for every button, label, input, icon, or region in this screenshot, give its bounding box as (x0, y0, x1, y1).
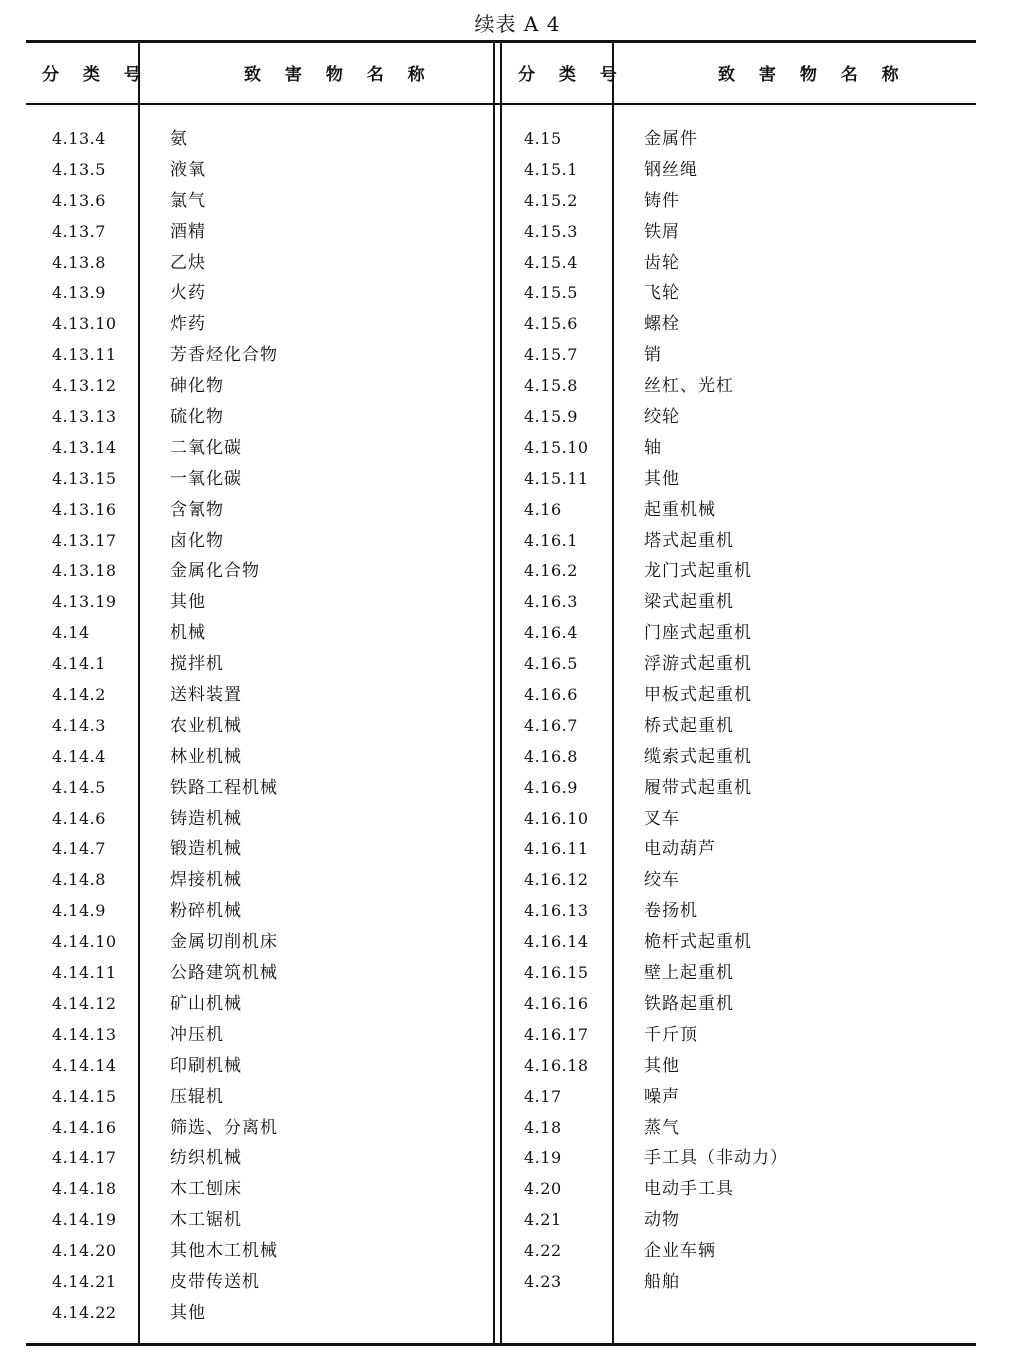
category-code: 4.15 (524, 129, 562, 148)
category-code: 4.14.17 (52, 1148, 117, 1168)
hazard-name: 梁式起重机 (644, 592, 734, 613)
hazard-name: 其他 (170, 592, 206, 613)
hazard-name: 压辊机 (170, 1086, 224, 1107)
hazard-name: 印刷机械 (170, 1055, 242, 1076)
hazard-name: 木工刨床 (170, 1179, 242, 1200)
category-code: 4.16.13 (524, 901, 589, 921)
hazard-name: 皮带传送机 (170, 1271, 260, 1292)
category-code: 4.14.18 (52, 1179, 117, 1199)
hazard-name: 其他 (644, 1055, 680, 1076)
category-code: 4.16.15 (524, 963, 589, 983)
hazard-name: 机械 (170, 623, 206, 644)
category-code: 4.14.11 (52, 963, 117, 983)
category-code: 4.16.10 (524, 808, 589, 828)
category-code: 4.15.7 (524, 345, 578, 365)
hazard-name: 铸件 (644, 190, 680, 211)
category-code: 4.13.7 (52, 221, 106, 241)
category-code: 4.14.19 (52, 1210, 117, 1230)
category-code: 4.14.21 (52, 1271, 117, 1291)
hazard-name: 金属化合物 (170, 561, 260, 582)
category-code: 4.14.1 (52, 654, 106, 674)
category-code: 4.14.14 (52, 1055, 117, 1075)
hazard-name: 手工具（非动力） (644, 1148, 788, 1169)
category-code: 4.14.16 (52, 1117, 117, 1137)
hazard-name: 火药 (170, 283, 206, 304)
hazard-name: 千斤顶 (644, 1024, 698, 1045)
category-code: 4.13.8 (52, 252, 106, 272)
hazard-name: 浮游式起重机 (644, 654, 752, 675)
hazard-name: 冲压机 (170, 1024, 224, 1045)
category-code: 4.16.2 (524, 561, 578, 581)
category-code: 4.14 (52, 623, 90, 643)
hazard-name: 砷化物 (170, 376, 224, 397)
hazard-name: 筛选、分离机 (170, 1117, 278, 1138)
hazard-name: 酒精 (170, 221, 206, 242)
left-code-column (52, 124, 138, 1329)
hazard-name: 农业机械 (170, 715, 242, 736)
category-code: 4.13.4 (52, 129, 106, 148)
header-code-left: 分 类 号 (42, 65, 150, 85)
category-code: 4.16.9 (524, 777, 578, 797)
category-code: 4.20 (524, 1179, 562, 1199)
category-code: 4.15.11 (524, 468, 589, 488)
category-code: 4.16.6 (524, 685, 578, 705)
hazard-name: 噪声 (644, 1086, 680, 1107)
category-code: 4.14.9 (52, 901, 106, 921)
hazard-name: 丝杠、光杠 (644, 376, 734, 397)
hazard-name: 金属切削机床 (170, 932, 278, 953)
category-code: 4.16.18 (524, 1055, 589, 1075)
hazard-name: 硫化物 (170, 407, 224, 428)
hazard-name: 炸药 (170, 314, 206, 335)
category-code: 4.14.3 (52, 715, 106, 735)
hazard-name: 氯气 (170, 190, 206, 211)
header-name-right: 致 害 物 名 称 (718, 65, 908, 85)
hazard-name: 其他木工机械 (170, 1241, 278, 1262)
hazard-name: 卷扬机 (644, 901, 698, 922)
category-code: 4.13.12 (52, 376, 117, 396)
category-code: 4.16.14 (524, 932, 589, 952)
hazard-name: 蒸气 (644, 1117, 680, 1138)
hazard-name: 塔式起重机 (644, 530, 734, 551)
category-code: 4.13.16 (52, 499, 117, 519)
category-code: 4.14.22 (52, 1302, 117, 1322)
category-code: 4.14.8 (52, 870, 106, 890)
category-code: 4.14.15 (52, 1086, 117, 1106)
middle-double-rule-left (493, 42, 495, 1344)
page-title: 续表 A 4 (474, 12, 561, 36)
category-code: 4.13.18 (52, 561, 117, 581)
hazard-name: 缆索式起重机 (644, 746, 752, 767)
category-code: 4.14.2 (52, 685, 106, 705)
hazard-name: 其他 (170, 1302, 206, 1323)
category-code: 4.14.5 (52, 777, 106, 797)
category-code: 4.15.2 (524, 190, 578, 210)
category-code: 4.16.3 (524, 592, 578, 612)
hazard-name: 履带式起重机 (644, 777, 752, 798)
hazard-name: 一氧化碳 (170, 468, 242, 489)
hazard-name: 含氰物 (170, 499, 224, 520)
category-code: 4.15.9 (524, 407, 578, 427)
hazard-name: 门座式起重机 (644, 623, 752, 644)
hazard-name: 齿轮 (644, 252, 680, 273)
category-code: 4.16.7 (524, 715, 578, 735)
hazard-name: 液氧 (170, 159, 206, 180)
category-code: 4.14.4 (52, 746, 106, 766)
category-code: 4.16.8 (524, 746, 578, 766)
category-code: 4.23 (524, 1271, 562, 1291)
hazard-name: 纺织机械 (170, 1148, 242, 1169)
category-code: 4.16.17 (524, 1024, 589, 1044)
hazard-name: 铸造机械 (170, 808, 242, 829)
hazard-name: 桥式起重机 (644, 715, 734, 736)
hazard-name: 销 (644, 345, 662, 366)
hazard-name: 铁路起重机 (644, 993, 734, 1014)
category-code: 4.15.1 (524, 159, 578, 179)
category-code: 4.16.11 (524, 839, 589, 859)
category-code: 4.13.14 (52, 437, 117, 457)
left-name-column (170, 124, 490, 1329)
category-code: 4.14.6 (52, 808, 106, 828)
category-code: 4.15.5 (524, 283, 578, 303)
category-code: 4.14.13 (52, 1024, 117, 1044)
category-code: 4.14.12 (52, 993, 117, 1013)
hazard-name: 飞轮 (644, 283, 680, 304)
category-code: 4.13.10 (52, 314, 117, 334)
category-code: 4.13.17 (52, 530, 117, 550)
hazard-name: 氨 (170, 129, 188, 149)
category-code: 4.13.11 (52, 345, 117, 365)
hazard-name: 二氧化碳 (170, 437, 242, 458)
hazard-name: 公路建筑机械 (170, 963, 278, 984)
category-code: 4.13.13 (52, 407, 117, 427)
category-code: 4.13.5 (52, 159, 106, 179)
category-code: 4.15.6 (524, 314, 578, 334)
right-name-column (644, 124, 974, 1298)
category-code: 4.13.15 (52, 468, 117, 488)
middle-double-rule-right (500, 42, 502, 1344)
category-code: 4.13.9 (52, 283, 106, 303)
hazard-name: 企业车辆 (644, 1241, 716, 1262)
hazard-name: 粉碎机械 (170, 901, 242, 922)
hazard-name: 桅杆式起重机 (644, 932, 752, 953)
hazard-name: 壁上起重机 (644, 963, 734, 984)
right-column-separator (612, 42, 614, 1344)
hazard-name: 电动手工具 (644, 1179, 734, 1200)
category-code: 4.16 (524, 499, 562, 519)
hazard-name: 木工锯机 (170, 1210, 242, 1231)
category-code: 4.16.1 (524, 530, 578, 550)
hazard-name: 钢丝绳 (644, 159, 698, 180)
hazard-name: 叉车 (644, 808, 680, 829)
hazard-name: 卤化物 (170, 530, 224, 551)
hazard-name: 螺栓 (644, 314, 680, 335)
category-code: 4.18 (524, 1117, 562, 1137)
category-code: 4.15.3 (524, 221, 578, 241)
category-code: 4.15.8 (524, 376, 578, 396)
hazard-name: 矿山机械 (170, 993, 242, 1014)
category-code: 4.16.4 (524, 623, 578, 643)
category-code: 4.19 (524, 1148, 562, 1168)
header-code-right: 分 类 号 (518, 65, 626, 85)
category-code: 4.14.7 (52, 839, 106, 859)
category-code: 4.21 (524, 1210, 562, 1230)
hazard-name: 绞车 (644, 870, 680, 891)
hazard-name: 轴 (644, 437, 662, 458)
hazard-name: 铁路工程机械 (170, 777, 278, 798)
hazard-name: 电动葫芦 (644, 839, 716, 860)
hazard-name: 甲板式起重机 (644, 685, 752, 706)
hazard-name: 动物 (644, 1210, 680, 1231)
category-code: 4.16.5 (524, 654, 578, 674)
category-code: 4.15.4 (524, 252, 578, 272)
header-name-left: 致 害 物 名 称 (244, 65, 434, 85)
hazard-name: 焊接机械 (170, 870, 242, 891)
category-code: 4.22 (524, 1241, 562, 1261)
category-code: 4.16.12 (524, 870, 589, 890)
category-code: 4.14.10 (52, 932, 117, 952)
hazard-name: 绞轮 (644, 407, 680, 428)
hazard-name: 林业机械 (170, 746, 242, 767)
hazard-name: 锻造机械 (170, 839, 242, 860)
category-code: 4.13.6 (52, 190, 106, 210)
hazard-name: 搅拌机 (170, 654, 224, 675)
category-code: 4.16.16 (524, 993, 589, 1013)
category-code: 4.15.10 (524, 437, 589, 457)
hazard-name: 芳香烃化合物 (170, 345, 278, 366)
category-code: 4.14.20 (52, 1241, 117, 1261)
category-code: 4.13.19 (52, 592, 117, 612)
hazard-name: 金属件 (644, 129, 698, 149)
right-code-column (524, 124, 612, 1298)
hazard-name: 乙炔 (170, 252, 206, 273)
category-code: 4.17 (524, 1086, 562, 1106)
hazard-name: 起重机械 (644, 499, 716, 520)
hazard-name: 铁屑 (644, 221, 680, 242)
hazard-name: 船舶 (644, 1271, 680, 1292)
left-column-separator (138, 42, 140, 1344)
hazard-name: 其他 (644, 468, 680, 489)
hazard-name: 龙门式起重机 (644, 561, 752, 582)
hazard-name: 送料装置 (170, 685, 242, 706)
